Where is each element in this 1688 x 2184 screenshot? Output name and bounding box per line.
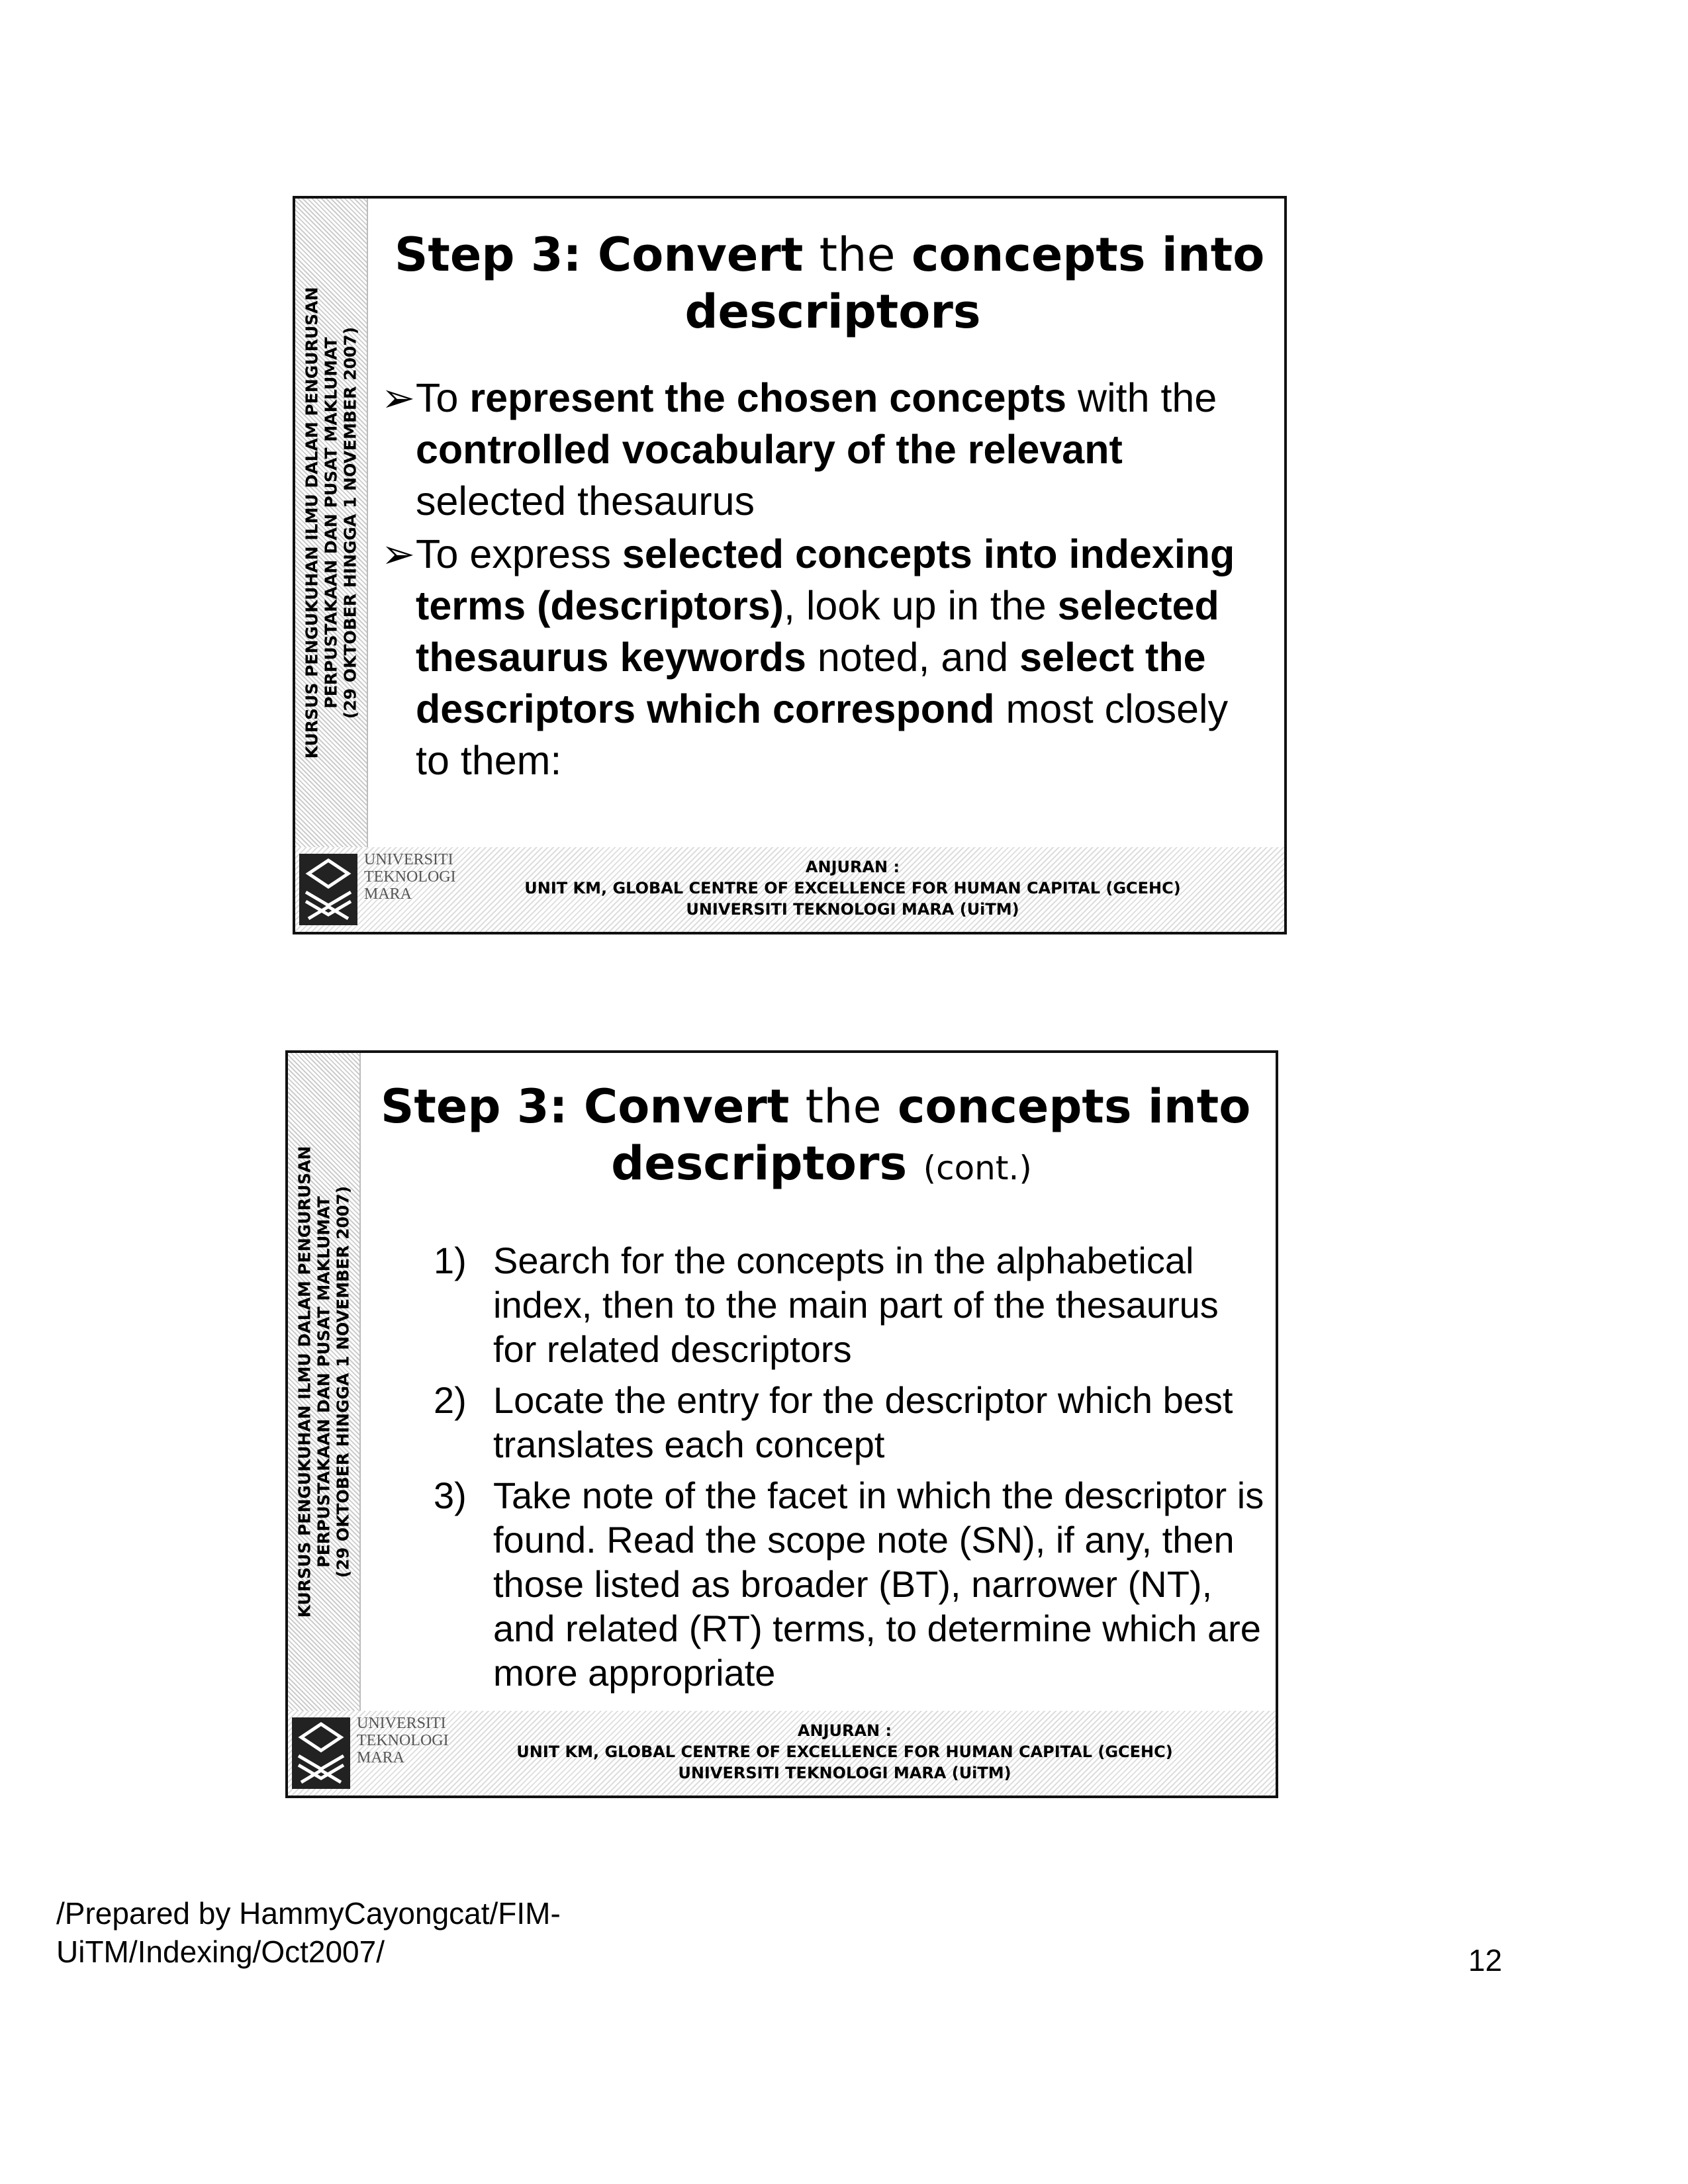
bullet-text: selected thesaurus — [416, 478, 755, 523]
slide-title — [381, 1078, 1262, 1197]
bullet-text: To express — [416, 531, 622, 576]
numbered-item — [434, 1473, 1269, 1695]
item-number: 2) — [434, 1379, 467, 1421]
uitm-logo-icon — [292, 1717, 350, 1789]
sidebar-line: (29 OKTOBER HINGGA 1 NOVEMBER 2007) — [333, 1185, 353, 1578]
sidebar-line: PERPUSTAKAAN DAN PUSAT MAKLUMAT — [314, 1196, 334, 1568]
item-number: 1) — [434, 1240, 467, 1281]
prepared-line: /Prepared by HammyCayongcat/FIM- — [56, 1896, 561, 1931]
arrow-bullet-icon: ➢ — [381, 531, 416, 576]
uni-line: UNIVERSITI — [357, 1715, 446, 1732]
bullet-item — [381, 528, 1271, 786]
numbered-item — [434, 1378, 1269, 1467]
title-part: the — [819, 228, 896, 282]
sidebar-vertical-text — [303, 287, 360, 759]
bullet-text: selected thesaurus keywords — [416, 583, 1219, 680]
bullet-text: selected concepts into indexing terms (descriptors) — [416, 531, 1235, 628]
title-part: Step 3: — [395, 228, 582, 282]
title-part: descriptors — [611, 1136, 908, 1191]
slide-2 — [285, 1050, 1278, 1798]
slide-sidebar-banner — [295, 199, 368, 847]
prepared-line: UiTM/Indexing/Oct2007/ — [56, 1934, 385, 1969]
bullet-text: , look up in the — [783, 583, 1058, 628]
bullet-item — [381, 372, 1271, 527]
organizer-text — [420, 1720, 1269, 1784]
org-line: ANJURAN : — [805, 858, 900, 876]
org-line: UNIVERSITI TEKNOLOGI MARA (UiTM) — [686, 900, 1019, 919]
uni-line: TEKNOLOGI — [357, 1732, 449, 1749]
uni-line: MARA — [357, 1749, 405, 1766]
bullet-text: represent the chosen concepts — [469, 375, 1067, 420]
sidebar-line: KURSUS PENGUKUHAN ILMU DALAM PENGURUSAN — [295, 1146, 314, 1618]
bullet-text: select the descriptors which correspond — [416, 635, 1206, 731]
item-text: Take note of the facet in which the descriptor is found. Read the scope note (SN), if any, then those listed as broader (BT), narrower (NT), and related (RT) terms, to determine which are more appropriate — [493, 1475, 1264, 1694]
slide-footer — [288, 1711, 1276, 1796]
item-text: Search for the concepts in the alphabetical index, then to the main part of the thesaurus for related descriptors — [493, 1240, 1219, 1370]
numbered-list — [434, 1238, 1269, 1702]
title-part: Step 3: — [381, 1079, 568, 1134]
bullet-text: noted, and — [806, 635, 1020, 680]
title-part: Convert — [597, 228, 804, 282]
bullet-list — [381, 372, 1271, 788]
sidebar-vertical-text — [295, 1146, 353, 1618]
item-text: Locate the entry for the descriptor which best translates each concept — [493, 1379, 1233, 1465]
bullet-text: with the — [1066, 375, 1217, 420]
item-number: 3) — [434, 1475, 467, 1516]
slide-1 — [293, 196, 1287, 934]
org-line: UNIT KM, GLOBAL CENTRE OF EXCELLENCE FOR HUMAN CAPITAL (GCEHC) — [524, 879, 1181, 897]
sidebar-line: PERPUSTAKAAN DAN PUSAT MAKLUMAT — [321, 337, 341, 709]
sidebar-line: (29 OKTOBER HINGGA 1 NOVEMBER 2007) — [340, 326, 360, 719]
uni-line: TEKNOLOGI — [364, 868, 456, 886]
uitm-logo-icon — [299, 854, 357, 925]
uni-line: MARA — [364, 886, 412, 903]
arrow-bullet-icon: ➢ — [381, 375, 416, 420]
sidebar-line: KURSUS PENGUKUHAN ILMU DALAM PENGURUSAN — [302, 287, 322, 759]
uni-line: UNIVERSITI — [364, 851, 453, 868]
title-part: concepts into — [911, 228, 1265, 282]
slide-sidebar-banner — [288, 1053, 361, 1711]
bullet-text: most closely to them: — [416, 686, 1229, 783]
organizer-text — [428, 856, 1278, 920]
bullet-text: controlled vocabulary of the relevant — [416, 427, 1123, 472]
page-number: 12 — [1468, 1943, 1503, 1978]
title-part: the — [805, 1079, 882, 1134]
org-line: ANJURAN : — [797, 1721, 892, 1740]
bullet-text: To — [416, 375, 470, 420]
slide-footer — [295, 847, 1284, 932]
org-line: UNIT KM, GLOBAL CENTRE OF EXCELLENCE FOR HUMAN CAPITAL (GCEHC) — [516, 1743, 1173, 1761]
prepared-by-note — [56, 1894, 561, 1971]
slide-title — [395, 226, 1271, 340]
title-cont: (cont.) — [923, 1149, 1032, 1187]
title-part: Convert — [583, 1079, 790, 1134]
title-part: concepts into — [897, 1079, 1251, 1134]
numbered-item — [434, 1238, 1269, 1371]
title-part: descriptors — [684, 285, 981, 339]
org-line: UNIVERSITI TEKNOLOGI MARA (UiTM) — [678, 1764, 1011, 1782]
